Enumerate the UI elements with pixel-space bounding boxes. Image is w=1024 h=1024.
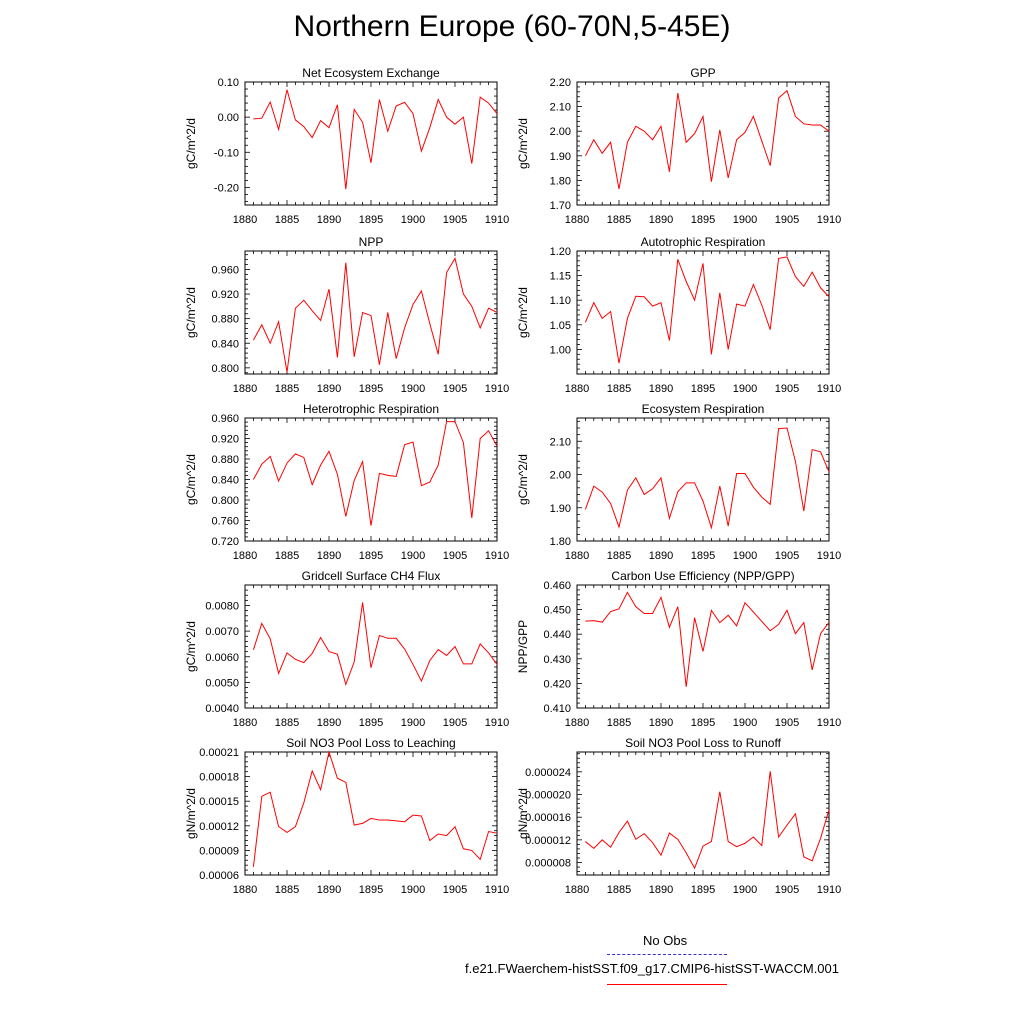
- series-line-soil-no3-pool-loss-to-leaching: [253, 752, 497, 867]
- x-tick-label: 1905: [774, 884, 800, 896]
- panel-title: Gridcell Surface CH4 Flux: [301, 569, 441, 583]
- x-tick-label: 1890: [316, 717, 342, 729]
- y-axis-label: gN/m^2/d: [516, 788, 530, 839]
- x-tick-label: 1885: [274, 214, 300, 226]
- series-line-gridcell-surface-ch4-flux: [253, 602, 497, 684]
- x-tick-label: 1885: [606, 383, 632, 395]
- plot-frame: [577, 752, 829, 875]
- x-tick-label: 1900: [732, 214, 758, 226]
- y-tick-label: 0.920: [211, 289, 239, 302]
- y-tick-label: 0.800: [211, 362, 239, 375]
- x-tick-label: 1910: [484, 214, 510, 226]
- y-tick-label: 0.0050: [205, 677, 239, 690]
- panel-autotrophic-respiration: [516, 235, 841, 395]
- legend-line-model-run: [607, 984, 727, 985]
- x-tick-label: 1900: [732, 717, 758, 729]
- y-tick-label: 0.000020: [525, 789, 571, 802]
- y-tick-label: 0.920: [211, 433, 239, 446]
- x-tick-label: 1910: [484, 884, 510, 896]
- x-tick-label: 1880: [564, 884, 590, 896]
- y-tick-label: 0.00009: [199, 845, 239, 858]
- panel-gridcell-surface-ch4-flux: [184, 569, 509, 729]
- x-tick-label: 1880: [232, 214, 258, 226]
- y-tick-label: 0.000008: [525, 857, 571, 870]
- series-line-heterotrophic-respiration: [253, 422, 497, 526]
- x-tick-label: 1880: [564, 550, 590, 562]
- y-tick-label: 1.80: [549, 536, 571, 548]
- series-line-soil-no3-pool-loss-to-runoff: [585, 771, 829, 868]
- y-tick-label: 0.00015: [199, 796, 239, 809]
- x-tick-label: 1900: [732, 884, 758, 896]
- x-tick-label: 1890: [648, 383, 674, 395]
- panel-title: Carbon Use Efficiency (NPP/GPP): [611, 569, 795, 583]
- y-tick-label: 2.00: [549, 126, 571, 139]
- x-tick-label: 1900: [400, 550, 426, 562]
- y-tick-label: 0.420: [543, 678, 571, 691]
- x-tick-label: 1905: [774, 717, 800, 729]
- x-tick-label: 1895: [358, 550, 384, 562]
- x-tick-label: 1885: [274, 884, 300, 896]
- x-tick-label: 1885: [606, 214, 632, 226]
- y-tick-label: 0.000024: [525, 766, 571, 779]
- y-axis-label: gC/m^2/d: [516, 454, 530, 505]
- x-tick-label: 1900: [400, 214, 426, 226]
- x-tick-label: 1895: [690, 214, 716, 226]
- y-tick-label: 0.960: [211, 413, 239, 425]
- panel-title: Ecosystem Respiration: [641, 402, 765, 416]
- x-tick-label: 1905: [442, 383, 468, 395]
- x-tick-label: 1900: [732, 383, 758, 395]
- x-tick-label: 1890: [316, 214, 342, 226]
- y-tick-label: 0.0070: [205, 626, 239, 639]
- plot-frame: [577, 585, 829, 708]
- y-tick-label: 0.00: [217, 112, 239, 125]
- x-tick-label: 1905: [442, 214, 468, 226]
- y-axis-label: gC/m^2/d: [184, 621, 198, 672]
- y-tick-label: 0.840: [211, 474, 239, 487]
- x-tick-label: 1885: [274, 717, 300, 729]
- x-tick-label: 1900: [400, 717, 426, 729]
- y-tick-label: 0.000016: [525, 812, 571, 825]
- x-tick-label: 1885: [606, 884, 632, 896]
- x-tick-label: 1910: [816, 550, 842, 562]
- x-tick-label: 1905: [774, 214, 800, 226]
- y-tick-label: 0.410: [543, 703, 571, 715]
- panel-title: Heterotrophic Respiration: [302, 402, 440, 416]
- x-tick-label: 1895: [690, 550, 716, 562]
- x-tick-label: 1895: [358, 717, 384, 729]
- y-tick-label: 0.00021: [199, 747, 239, 759]
- x-tick-label: 1890: [316, 383, 342, 395]
- y-tick-label: 0.960: [211, 264, 239, 277]
- y-axis-label: gC/m^2/d: [184, 118, 198, 169]
- y-tick-label: 1.70: [549, 200, 571, 212]
- x-tick-label: 1890: [316, 550, 342, 562]
- y-tick-label: 0.720: [211, 536, 239, 548]
- x-tick-label: 1895: [358, 214, 384, 226]
- x-tick-label: 1890: [648, 550, 674, 562]
- y-tick-label: 1.10: [549, 295, 571, 308]
- y-axis-label: gC/m^2/d: [184, 454, 198, 505]
- y-tick-label: 2.20: [549, 77, 571, 89]
- series-line-ecosystem-respiration: [585, 428, 829, 528]
- y-tick-label: 0.00006: [199, 870, 239, 882]
- x-tick-label: 1880: [232, 383, 258, 395]
- series-line-npp: [253, 258, 497, 372]
- x-tick-label: 1900: [400, 383, 426, 395]
- y-tick-label: 0.840: [211, 338, 239, 351]
- y-axis-label: gC/m^2/d: [516, 118, 530, 169]
- x-tick-label: 1880: [232, 717, 258, 729]
- y-tick-label: 0.440: [543, 629, 571, 642]
- legend-label-no-obs: No Obs: [643, 933, 688, 948]
- x-tick-label: 1910: [816, 884, 842, 896]
- y-tick-label: 1.00: [549, 344, 571, 357]
- y-axis-label: gC/m^2/d: [184, 287, 198, 338]
- figure-title: Northern Europe (60-70N,5-45E): [293, 10, 731, 43]
- panel-soil-no3-pool-loss-to-leaching: [184, 736, 509, 896]
- y-axis-label: NPP/GPP: [516, 619, 530, 674]
- y-tick-label: 1.90: [549, 502, 571, 515]
- y-tick-label: 0.00012: [199, 820, 239, 833]
- y-tick-label: 0.430: [543, 653, 571, 666]
- panel-title: Soil NO3 Pool Loss to Runoff: [625, 736, 781, 750]
- y-tick-label: 0.00018: [199, 771, 239, 784]
- x-tick-label: 1890: [648, 717, 674, 729]
- plot-frame: [577, 82, 829, 205]
- series-line-gpp: [585, 91, 829, 189]
- x-tick-label: 1905: [442, 550, 468, 562]
- y-tick-label: 2.00: [549, 469, 571, 482]
- x-tick-label: 1895: [690, 383, 716, 395]
- y-tick-label: 0.0060: [205, 651, 239, 664]
- x-tick-label: 1880: [232, 550, 258, 562]
- x-tick-label: 1910: [816, 383, 842, 395]
- y-tick-label: -0.20: [213, 182, 239, 195]
- x-tick-label: 1885: [606, 550, 632, 562]
- y-tick-label: 0.450: [543, 604, 571, 617]
- panel-title: Autotrophic Respiration: [640, 235, 766, 249]
- x-tick-label: 1895: [358, 383, 384, 395]
- y-tick-label: 2.10: [549, 436, 571, 449]
- x-tick-label: 1910: [484, 717, 510, 729]
- y-axis-label: gC/m^2/d: [516, 287, 530, 338]
- panel-title: GPP: [690, 66, 716, 80]
- panel-soil-no3-pool-loss-to-runoff: [516, 736, 841, 896]
- plot-frame: [245, 752, 497, 875]
- y-tick-label: 1.05: [549, 319, 571, 332]
- series-line-net-ecosystem-exchange: [253, 90, 497, 189]
- x-tick-label: 1910: [816, 717, 842, 729]
- x-tick-label: 1885: [606, 717, 632, 729]
- legend: [0, 930, 1024, 1024]
- y-tick-label: 0.0040: [205, 703, 239, 715]
- x-tick-label: 1890: [316, 884, 342, 896]
- series-line-autotrophic-respiration: [585, 257, 829, 363]
- x-tick-label: 1910: [816, 214, 842, 226]
- panel-net-ecosystem-exchange: [184, 66, 509, 226]
- x-tick-label: 1885: [274, 383, 300, 395]
- x-tick-label: 1900: [400, 884, 426, 896]
- x-tick-label: 1895: [690, 717, 716, 729]
- legend-label-model-run: f.e21.FWaerchem-histSST.f09_g17.CMIP6-histSST-WACCM.001: [465, 961, 839, 976]
- legend-line-no-obs: [607, 954, 727, 955]
- y-tick-label: 2.10: [549, 101, 571, 114]
- y-axis-label: gN/m^2/d: [184, 788, 198, 839]
- y-tick-label: 0.880: [211, 313, 239, 326]
- y-tick-label: 0.800: [211, 495, 239, 507]
- plot-frame: [577, 251, 829, 374]
- x-tick-label: 1880: [564, 383, 590, 395]
- x-tick-label: 1905: [774, 383, 800, 395]
- y-tick-label: 1.15: [549, 270, 571, 283]
- panel-title: Net Ecosystem Exchange: [302, 66, 440, 80]
- plot-frame: [245, 251, 497, 374]
- x-tick-label: 1905: [774, 550, 800, 562]
- x-tick-label: 1895: [358, 884, 384, 896]
- x-tick-label: 1900: [732, 550, 758, 562]
- x-tick-label: 1880: [564, 717, 590, 729]
- panel-ecosystem-respiration: [516, 402, 841, 562]
- panel-heterotrophic-respiration: [184, 402, 509, 562]
- x-tick-label: 1910: [484, 383, 510, 395]
- y-tick-label: 0.0080: [205, 600, 239, 613]
- x-tick-label: 1880: [564, 214, 590, 226]
- x-tick-label: 1890: [648, 884, 674, 896]
- x-tick-label: 1895: [690, 884, 716, 896]
- x-tick-label: 1890: [648, 214, 674, 226]
- y-tick-label: 0.000012: [525, 834, 571, 847]
- panel-title: Soil NO3 Pool Loss to Leaching: [286, 736, 456, 750]
- x-tick-label: 1905: [442, 884, 468, 896]
- y-tick-label: 1.90: [549, 150, 571, 163]
- x-tick-label: 1880: [232, 884, 258, 896]
- y-tick-label: 0.880: [211, 454, 239, 466]
- panel-title: NPP: [358, 235, 384, 249]
- y-tick-label: 0.10: [217, 77, 239, 89]
- plot-frame: [245, 82, 497, 205]
- plot-frame: [245, 585, 497, 708]
- y-tick-label: -0.10: [213, 147, 239, 160]
- plot-frame: [577, 418, 829, 541]
- x-tick-label: 1905: [442, 717, 468, 729]
- panel-gpp: [516, 66, 841, 226]
- series-line-carbon-use-efficiency-npp-gpp: [585, 592, 829, 686]
- panel-npp: [184, 235, 509, 395]
- x-tick-label: 1885: [274, 550, 300, 562]
- y-tick-label: 1.80: [549, 175, 571, 188]
- x-tick-label: 1910: [484, 550, 510, 562]
- y-tick-label: 0.760: [211, 515, 239, 528]
- y-tick-label: 1.20: [549, 246, 571, 258]
- y-tick-label: 0.460: [543, 580, 571, 592]
- panel-carbon-use-efficiency-npp-gpp: [516, 569, 841, 729]
